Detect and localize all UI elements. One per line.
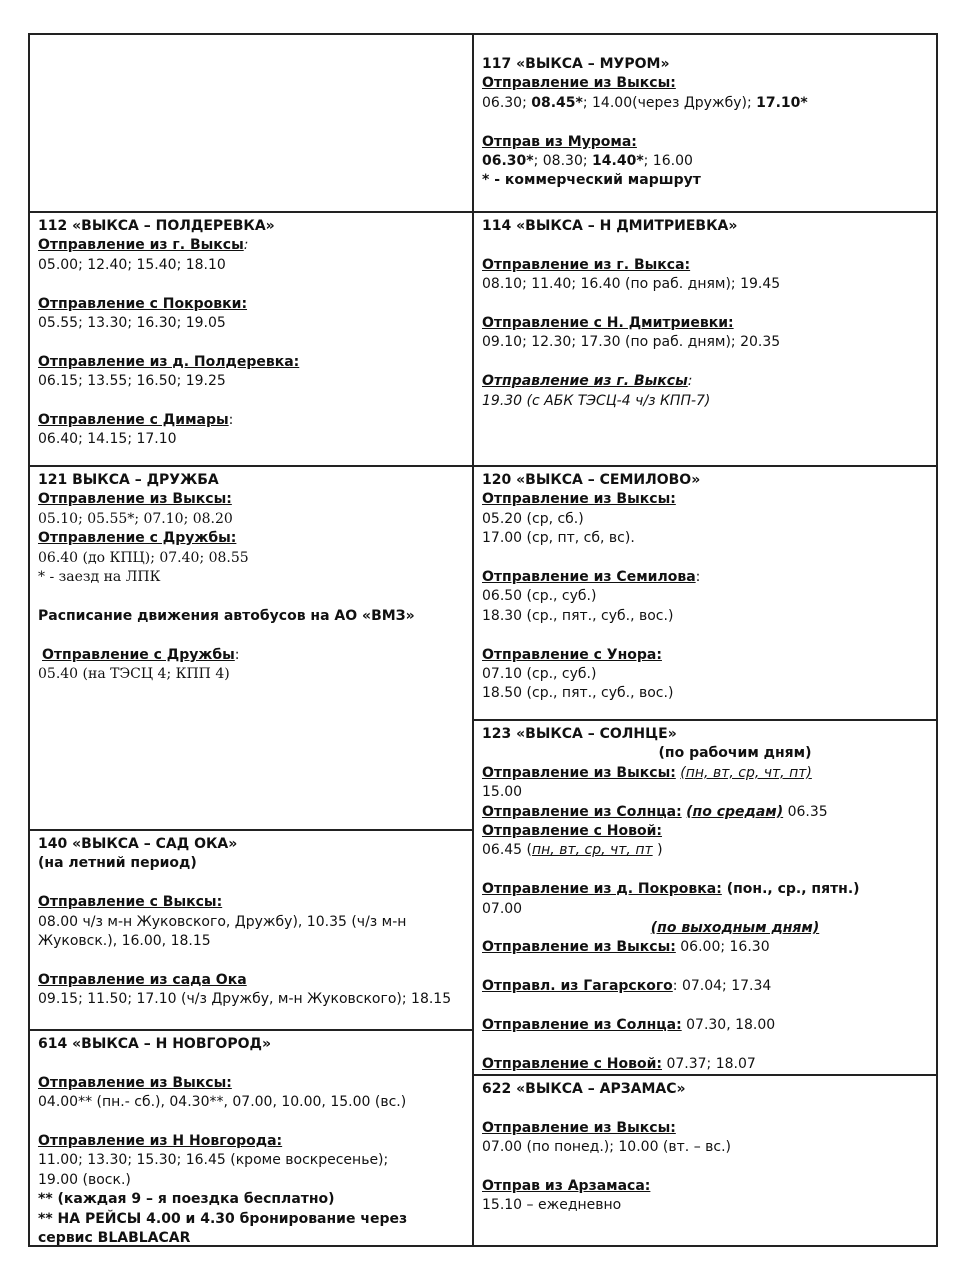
route-614-times-vyksa: 04.00** (пн.- сб.), 04.30**, 07.00, 10.00, 15.00 (вс.): [38, 1094, 407, 1111]
route-120-block: [472, 465, 938, 721]
route-120-times-vyksa-1: 05.20 (ср, сб.): [482, 510, 584, 527]
route-622-times-arzamas: 15.10 – ежедневно: [482, 1197, 622, 1214]
route-117-times-vyksa: 06.30; 08.45*; 14.00(через Дружбу); 17.10*: [482, 94, 808, 111]
route-123-dep-novaya-2: Отправление с Новой: 07.37; 18.07: [482, 1055, 756, 1072]
route-614-note-1: ** (каждая 9 – я поездка бесплатно): [38, 1191, 335, 1208]
route-614-note-3: сервис BLABLACAR: [38, 1230, 191, 1247]
route-140-subtitle: (на летний период): [38, 855, 197, 872]
route-114-times-dmitrievka: 09.10; 12.30; 17.30 (по раб. дням); 20.35: [482, 334, 781, 351]
route-117-title: 117 «ВЫКСА – МУРОМ»: [482, 56, 670, 72]
route-140-dep-sad-oka: Отправление из сада Ока: [38, 971, 247, 988]
route-112-dep-polderevka: Отправление из д. Полдеревка:: [38, 353, 300, 370]
route-622-times-vyksa: 07.00 (по понед.); 10.00 (вт. – вс.): [482, 1139, 732, 1156]
route-117-block: [472, 33, 938, 213]
route-114-dep-vyksa-2: Отправление из г. Выксы:: [482, 373, 693, 390]
route-614-title: 614 «ВЫКСА – Н НОВГОРОД»: [38, 1036, 271, 1052]
route-614-times-novgorod-2: 19.00 (воск.): [38, 1171, 131, 1188]
route-140-dep-vyksa: Отправление с Выксы:: [38, 894, 223, 911]
route-114-times-vyksa-2: 19.30 (с АБК ТЭСЦ-4 ч/з КПП-7): [482, 392, 711, 409]
route-123-dep-vyksa: Отправление из Выксы: (пн, вт, ср, чт, пт): [482, 764, 812, 781]
route-123-times-vyksa: 15.00: [482, 784, 523, 801]
route-121-dep-druzhba-2: Отправление с Дружбы:: [42, 646, 240, 663]
route-123-title: 123 «ВЫКСА – СОЛНЦЕ»: [482, 726, 677, 742]
route-120-times-semilovo-1: 06.50 (ср., суб.): [482, 588, 597, 605]
route-121-dep-vyksa: Отправление из Выксы:: [38, 491, 232, 508]
route-120-times-unor-1: 07.10 (ср., суб.): [482, 666, 597, 683]
route-123-dep-novaya: Отправление с Новой:: [482, 823, 663, 840]
route-112-dep-dimary: Отправление с Димары:: [38, 412, 234, 429]
route-123-dep-solntse-2: Отправление из Солнца: 07.30, 18.00: [482, 1017, 776, 1034]
route-117-dep-murom: Отправ из Мурома:: [482, 133, 637, 150]
route-121-times-druzhba-2: 05.40 (на ТЭСЦ 4; КПП 4): [38, 666, 230, 683]
route-121-vmz-heading: Расписание движения автобусов на АО «ВМЗ»: [38, 607, 415, 624]
route-117-note: * - коммерческий маршрут: [482, 172, 701, 189]
route-140-times-vyksa-1: 08.00 ч/з м-н Жуковского, Дружбу), 10.35 (ч/з м-н: [38, 913, 407, 930]
route-121-times-vyksa: 05.10; 05.55*; 07.10; 08.20: [38, 510, 233, 527]
route-121-title: 121 ВЫКСА – ДРУЖБА: [38, 472, 219, 488]
route-614-dep-vyksa: Отправление из Выксы:: [38, 1074, 232, 1091]
route-112-title: 112 «ВЫКСА – ПОЛДЕРЕВКА»: [38, 218, 275, 234]
route-614-block: [28, 1029, 474, 1247]
route-120-times-unor-2: 18.50 (ср., пят., суб., вос.): [482, 685, 674, 702]
route-112-times-dimary: 06.40; 14.15; 17.10: [38, 431, 177, 448]
route-112-dep-vyksa: Отправление из г. Выксы:: [38, 237, 249, 254]
route-123-dep-solntse: Отправление из Солнца: (по средам) 06.35: [482, 803, 828, 820]
route-123-dep-gagarskoe: Отправл. из Гагарского: 07.04; 17.34: [482, 978, 772, 995]
route-140-block: [28, 829, 474, 1031]
route-112-block: [28, 211, 474, 467]
route-114-block: [472, 211, 938, 467]
route-622-dep-arzamas: Отправ из Арзамаса:: [482, 1178, 651, 1194]
route-120-times-semilovo-2: 18.30 (ср., пят., суб., вос.): [482, 607, 674, 624]
route-120-times-vyksa-2: 17.00 (ср, пт, сб, вс).: [482, 530, 635, 547]
route-622-dep-vyksa: Отправление из Выксы:: [482, 1119, 676, 1136]
route-622-title: 622 «ВЫКСА – АРЗАМАС»: [482, 1081, 686, 1097]
route-123-weekdays-heading: (по рабочим дням): [658, 745, 812, 762]
route-140-title: 140 «ВЫКСА – САД ОКА»: [38, 836, 238, 852]
route-614-note-2: ** НА РЕЙСЫ 4.00 и 4.30 бронирование через: [38, 1210, 408, 1227]
route-120-dep-vyksa: Отправление из Выксы:: [482, 491, 676, 508]
route-114-title: 114 «ВЫКСА – Н ДМИТРИЕВКА»: [482, 218, 738, 234]
route-120-dep-unor: Отправление с Унора:: [482, 646, 662, 663]
route-123-weekends-heading: (по выходным дням): [650, 920, 820, 937]
route-123-dep-pokrovka: Отправление из д. Покровка: (пон., ср., пятн.): [482, 881, 860, 898]
route-112-times-pokrovka: 05.55; 13.30; 16.30; 19.05: [38, 315, 226, 332]
route-121-times-druzhba: 06.40 (до КПЦ); 07.40; 08.55: [38, 549, 249, 566]
route-123-times-novaya: 06.45 (пн, вт, ср, чт, пт ): [482, 842, 663, 859]
route-112-times-polderevka: 06.15; 13.55; 16.50; 19.25: [38, 373, 226, 390]
route-140-times-vyksa-2: Жуковск.), 16.00, 18.15: [38, 933, 211, 950]
route-120-title: 120 «ВЫКСА – СЕМИЛОВО»: [482, 472, 701, 488]
route-114-dep-dmitrievka: Отправление с Н. Дмитриевки:: [482, 315, 734, 331]
route-117-times-murom: 06.30*; 08.30; 14.40*; 16.00: [482, 153, 693, 170]
empty-cell: [28, 33, 474, 213]
route-123-block: [472, 719, 938, 1076]
route-614-times-novgorod-1: 11.00; 13.30; 15.30; 16.45 (кроме воскресенье);: [38, 1152, 389, 1169]
route-114-dep-vyksa: Отправление из г. Выкса:: [482, 256, 691, 273]
route-121-dep-druzhba: Отправление с Дружбы:: [38, 530, 237, 547]
route-614-dep-novgorod: Отправление из Н Новгорода:: [38, 1133, 283, 1149]
route-112-dep-pokrovka: Отправление с Покровки:: [38, 295, 248, 312]
route-117-dep-vyksa: Отправление из Выксы:: [482, 75, 676, 92]
route-114-times-vyksa: 08.10; 11.40; 16.40 (по раб. дням); 19.45: [482, 276, 781, 293]
route-121-note: * - заезд на ЛПК: [38, 569, 161, 586]
route-622-block: [472, 1074, 938, 1247]
route-120-dep-semilovo: Отправление из Семилова:: [482, 569, 701, 586]
route-121-block: [28, 465, 474, 831]
route-140-times-sad-oka: 09.15; 11.50; 17.10 (ч/з Дружбу, м-н Жуковского); 18.15: [38, 991, 452, 1008]
route-112-times-vyksa: 05.00; 12.40; 15.40; 18.10: [38, 256, 226, 273]
route-123-dep-vyksa-2: Отправление из Выксы: 06.00; 16.30: [482, 939, 770, 956]
route-123-times-pokrovka: 07.00: [482, 900, 523, 917]
